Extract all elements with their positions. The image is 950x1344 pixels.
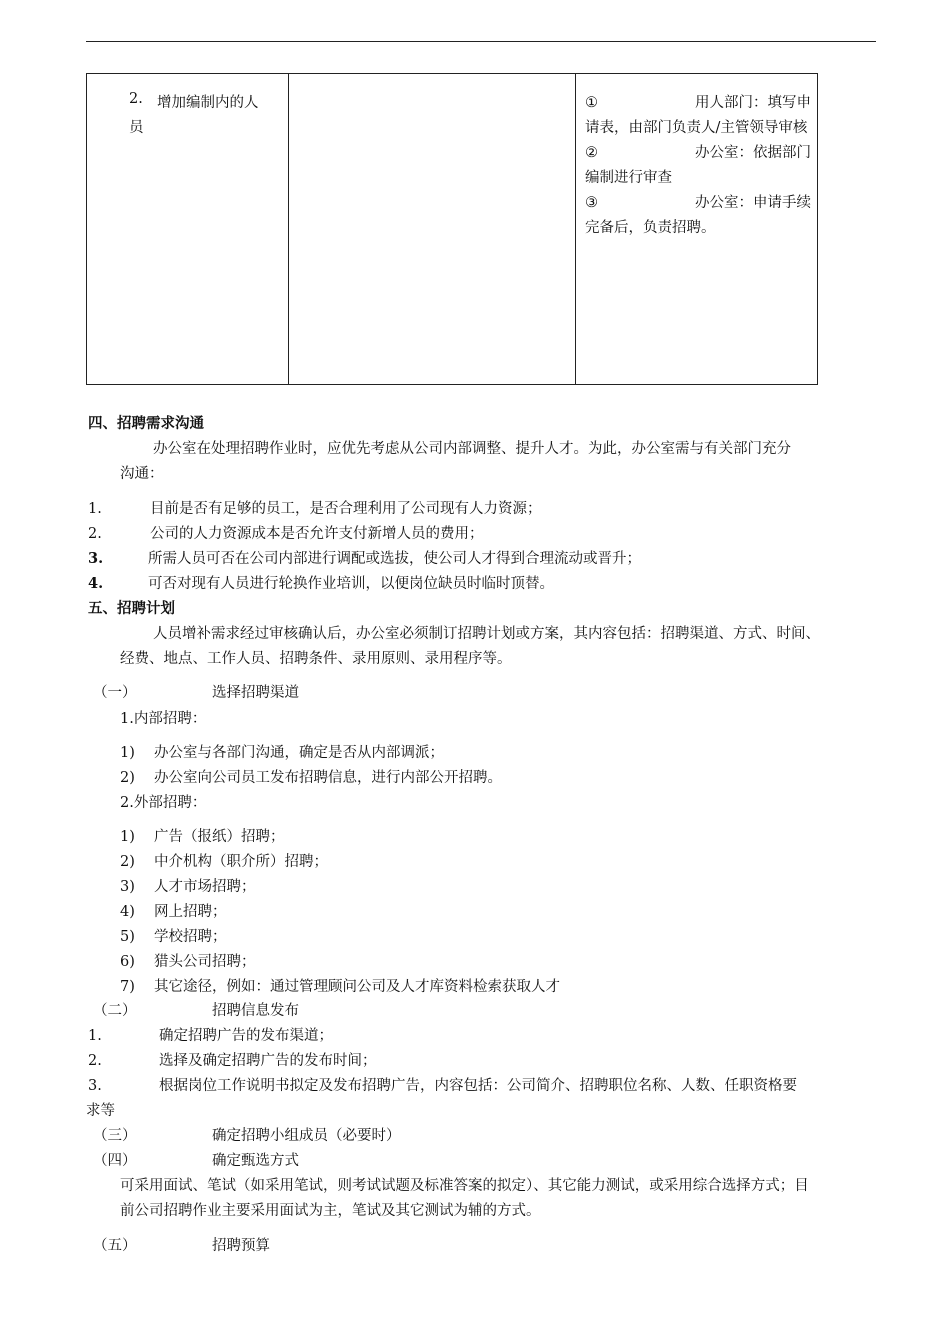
list-item-number: 1. xyxy=(88,1028,102,1044)
subsection-title: 确定招聘小组成员（必要时） xyxy=(212,1128,401,1144)
section5-title: 五、招聘计划 xyxy=(88,600,175,617)
subsection-title: 确定甄选方式 xyxy=(212,1153,299,1169)
list-item: 网上招聘； xyxy=(154,904,227,920)
table-cell-steps xyxy=(575,74,817,384)
list-item: 公司的人力资源成本是否允许支付新增人员的费用； xyxy=(150,526,484,542)
step-rest: 编制进行审查 xyxy=(585,170,672,186)
list-item-number: 4. xyxy=(88,575,104,592)
list-item: 确定招聘广告的发布渠道； xyxy=(159,1028,333,1044)
list-item-number: 3) xyxy=(120,879,135,895)
list-item: 所需人员可否在公司内部进行调配或选拔，使公司人才得到合理流动或晋升； xyxy=(148,551,641,567)
step-3 xyxy=(585,191,811,241)
list-item-number: 2. xyxy=(88,1053,102,1069)
list-item-number: 7) xyxy=(120,979,135,995)
list-item: 猎头公司招聘； xyxy=(154,954,256,970)
list-item: 办公室向公司员工发布招聘信息，进行内部公开招聘。 xyxy=(154,770,502,786)
section4-title: 四、招聘需求沟通 xyxy=(88,415,204,432)
section5-intro-line1: 人员增补需求经过审核确认后，办公室必须制订招聘计划或方案，其内容包括：招聘渠道、方式、时间、 xyxy=(153,626,820,642)
list-item: 广告（报纸）招聘； xyxy=(154,829,285,845)
selection-method-line2: 前公司招聘作业主要采用面试为主，笔试及其它测试为辅的方式。 xyxy=(120,1203,541,1219)
subsection-marker: （五） xyxy=(93,1238,137,1254)
step-rest: 请表，由部门负责人/主管领导审核 xyxy=(585,120,808,136)
subsection-title: 招聘预算 xyxy=(212,1238,270,1254)
list-item: 可否对现有人员进行轮换作业培训，以便岗位缺员时临时顶替。 xyxy=(148,576,554,592)
process-table xyxy=(86,73,818,385)
row-number: 2. xyxy=(129,91,143,107)
step-lead: 办公室：申请手续 xyxy=(695,195,811,211)
step-lead: 办公室：依据部门 xyxy=(695,145,811,161)
list-item: 学校招聘； xyxy=(154,929,227,945)
list-item-number: 6) xyxy=(120,954,135,970)
step-marker: ① xyxy=(585,95,598,111)
section5-intro-line2: 经费、地点、工作人员、招聘条件、录用原则、录用程序等。 xyxy=(120,651,512,667)
list-item-number: 5) xyxy=(120,929,135,945)
list-item: 办公室与各部门沟通，确定是否从内部调派； xyxy=(154,745,444,761)
step-marker: ③ xyxy=(585,195,598,211)
subsection-marker: （一） xyxy=(93,685,137,701)
list-item-number: 1) xyxy=(120,829,135,845)
list-item: 中介机构（职介所）招聘； xyxy=(154,854,328,870)
external-recruitment-title: 2.外部招聘： xyxy=(120,795,207,811)
subsection-marker: （三） xyxy=(93,1128,137,1144)
list-item: 目前是否有足够的员工，是否合理利用了公司现有人力资源； xyxy=(150,501,542,517)
list-item-number: 1) xyxy=(120,745,135,761)
subsection-title: 招聘信息发布 xyxy=(212,1003,299,1019)
internal-recruitment-title: 1.内部招聘： xyxy=(120,711,207,727)
row-label-continued: 员 xyxy=(129,120,144,136)
step-rest: 完备后，负责招聘。 xyxy=(585,220,716,236)
list-item: 其它途径，例如：通过管理顾问公司及人才库资料检索获取人才 xyxy=(154,979,560,995)
list-item: 人才市场招聘； xyxy=(154,879,256,895)
subsection-marker: （二） xyxy=(93,1003,137,1019)
selection-method-line1: 可采用面试、笔试（如采用笔试，则考试试题及标准答案的拟定）、其它能力测试，或采用综合选择方式；目 xyxy=(120,1178,809,1194)
list-item-number: 4) xyxy=(120,904,135,920)
subsection-title: 选择招聘渠道 xyxy=(212,685,299,701)
list-item-number: 3. xyxy=(88,550,104,567)
subsection-marker: （四） xyxy=(93,1153,137,1169)
step-2 xyxy=(585,141,811,191)
list-item: 选择及确定招聘广告的发布时间； xyxy=(159,1053,377,1069)
table-cell-item xyxy=(87,74,289,384)
list-item-number: 2) xyxy=(120,854,135,870)
section4-intro-line1: 办公室在处理招聘作业时，应优先考虑从公司内部调整、提升人才。为此，办公室需与有关部门充分 xyxy=(153,441,791,457)
list-item-number: 1. xyxy=(88,501,102,517)
list-item: 根据岗位工作说明书拟定及发布招聘广告，内容包括：公司简介、招聘职位名称、人数、任职资格要 xyxy=(159,1078,797,1094)
list-item-number: 3. xyxy=(88,1078,102,1094)
row-label: 增加编制内的人 xyxy=(157,95,259,111)
section4-intro-line2: 沟通： xyxy=(120,466,164,482)
table-cell-empty xyxy=(288,74,576,384)
step-1 xyxy=(585,91,811,141)
list-item-number: 2) xyxy=(120,770,135,786)
header-rule xyxy=(86,41,876,42)
step-lead: 用人部门：填写申 xyxy=(695,95,811,111)
list-item-number: 2. xyxy=(88,526,102,542)
step-marker: ② xyxy=(585,145,598,161)
list-item-continued: 求等 xyxy=(86,1103,115,1119)
